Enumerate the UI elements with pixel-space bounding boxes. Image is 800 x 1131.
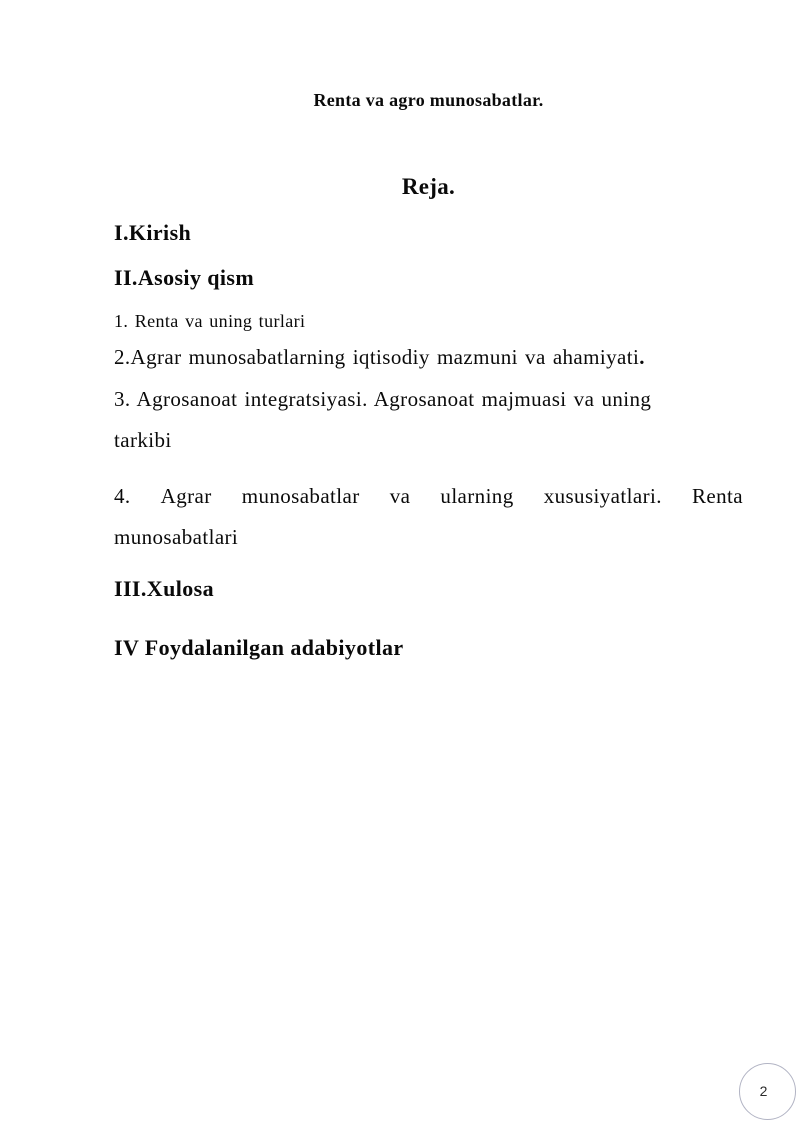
outline-item-3-line-1: 3. Agrosanoat integratsiyasi. Agrosanoat majmuasi va uning	[114, 387, 652, 411]
outline-item-2-period: .	[639, 345, 645, 369]
outline-item-4-word: munosabatlar	[241, 484, 360, 508]
outline-item-4-word: ularning	[440, 484, 514, 508]
outline-item-4	[114, 476, 743, 558]
page-number-badge	[739, 1063, 796, 1120]
section-heading-references: IV Foydalanilgan adabiyotlar	[114, 635, 404, 660]
outline-item-4-word: va	[389, 484, 411, 508]
section-heading-main: II.Asosiy qism	[114, 265, 255, 290]
outline-item-4-word: xususiyatlari.	[543, 484, 662, 508]
section-heading-conclusion: III.Xulosa	[114, 576, 214, 601]
page-number: 2	[759, 1082, 768, 1099]
outline-item-4-line-1	[114, 476, 743, 517]
plan-heading: Reja.	[401, 174, 456, 199]
outline-item-3	[114, 379, 743, 461]
outline-item-2-text: 2.Agrar munosabatlarning iqtisodiy mazmuni va ahamiyati	[114, 345, 640, 369]
outline-item-3-line-2: tarkibi	[114, 428, 172, 452]
outline-item-4-line-2: munosabatlari	[114, 525, 239, 549]
outline-item-4-word: 4.	[114, 484, 131, 508]
document-title: Renta va agro munosabatlar.	[313, 90, 544, 110]
outline-item-4-word: Agrar	[160, 484, 212, 508]
outline-item-2	[114, 347, 743, 368]
outline-item-4-word: Renta	[691, 484, 743, 508]
section-heading-intro: I.Kirish	[114, 220, 192, 245]
outline-item-1: 1. Renta va uning turlari	[114, 311, 306, 331]
